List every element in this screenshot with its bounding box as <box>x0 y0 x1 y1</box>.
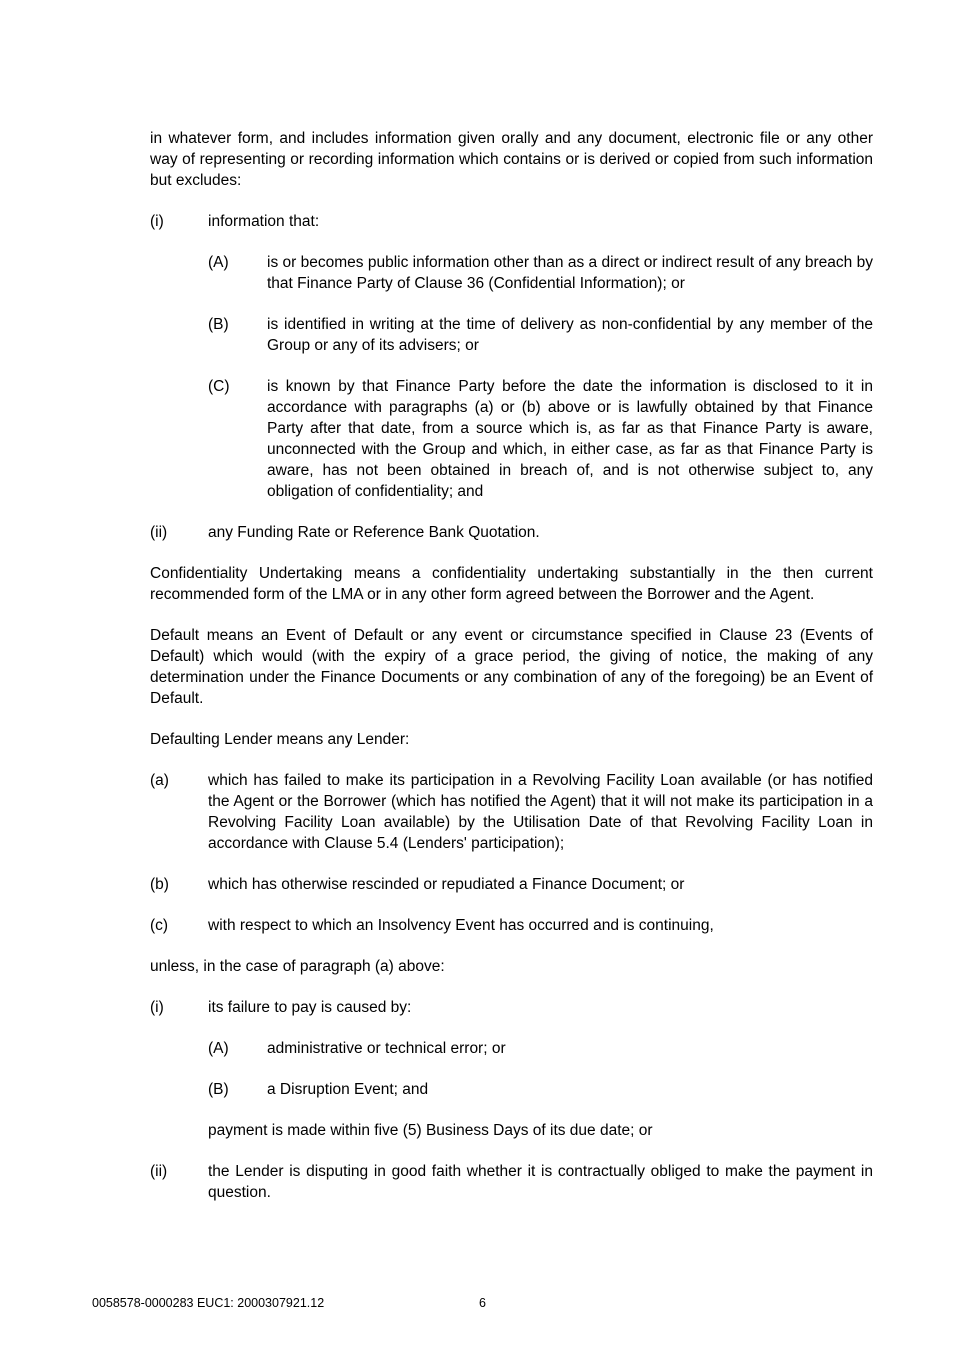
item-label: (c) <box>150 917 169 934</box>
item-label: (ii) <box>150 524 168 541</box>
footer-document-reference: 0058578-0000283 EUC1: 2000307921.12 <box>92 1296 325 1310</box>
item-label: (ii) <box>150 1163 168 1180</box>
item-text: any Funding Rate or Reference Bank Quotation. <box>208 524 540 541</box>
item-text: its failure to pay is caused by: <box>208 999 412 1016</box>
defaulting-lender-item-b <box>150 874 873 895</box>
item-text: with respect to which an Insolvency Event has occurred and is continuing, <box>208 917 714 934</box>
exclusion-subitem-B <box>150 314 873 356</box>
item-text: which has failed to make its participation in a Revolving Facility Loan available (or has notified the Agent or the Borrower (which has notified the Agent) that it will not make its participation in a Revolving Facility Loan available) by the Utilisation Date of that Revolving Facility Loan in accordance with Clause 5.4 (Lenders' participation); <box>208 772 873 852</box>
unless-continuation: payment is made within five (5) Business Days of its due date; or <box>208 1122 653 1139</box>
item-text: information that: <box>208 213 320 230</box>
default-definition: Default means an Event of Default or any event or circumstance specified in Clause 23 (Events of Default) which would (with the expiry of a grace period, the giving of notice, the making of any determination under the Finance Documents or any combination of any of the foregoing) be an Event of Default. <box>150 627 873 707</box>
unless-item-i <box>150 997 873 1018</box>
unless-subitem-A <box>150 1038 873 1059</box>
item-label: (C) <box>208 378 230 395</box>
item-label: (b) <box>150 876 169 893</box>
item-label: (i) <box>150 999 164 1016</box>
unless-paragraph: unless, in the case of paragraph (a) above: <box>150 958 445 975</box>
item-label: (B) <box>208 1081 229 1098</box>
footer-page-number: 6 <box>479 1296 486 1310</box>
document-body <box>150 128 873 1223</box>
item-text: which has otherwise rescinded or repudiated a Finance Document; or <box>208 876 685 893</box>
exclusion-subitem-A <box>150 252 873 294</box>
item-text: a Disruption Event; and <box>267 1081 429 1098</box>
item-label: (A) <box>208 1040 229 1057</box>
exclusion-item-ii <box>150 522 873 543</box>
item-text: the Lender is disputing in good faith whether it is contractually obliged to make the payment in question. <box>208 1163 873 1201</box>
exclusion-item-i <box>150 211 873 232</box>
exclusion-subitem-C <box>150 376 873 502</box>
item-label: (B) <box>208 316 229 333</box>
defaulting-lender-item-c <box>150 915 873 936</box>
item-label: (A) <box>208 254 229 271</box>
unless-subitem-B <box>150 1079 873 1100</box>
item-label: (a) <box>150 772 169 789</box>
defaulting-lender-item-a <box>150 770 873 854</box>
item-text: administrative or technical error; or <box>267 1040 506 1057</box>
item-text: is known by that Finance Party before the date the information is disclosed to it in accordance with paragraphs (a) or (b) above or is lawfully obtained by that Finance Party after that date, from a source which is, as far as that Finance Party is aware, unconnected with the Group and which, in either case, as far as that Finance Party is aware, has not been obtained in breach of, and is not otherwise subject to, any obligation of confidentiality; and <box>267 378 873 500</box>
confidentiality-undertaking-definition: Confidentiality Undertaking means a confidentiality undertaking substantially in the then current recommended form of the LMA or in any other form agreed between the Borrower and the Agent. <box>150 565 873 603</box>
unless-item-ii <box>150 1161 873 1203</box>
intro-paragraph: in whatever form, and includes information given orally and any document, electronic file or any other way of representing or recording information which contains or is derived or copied from such information but excludes: <box>150 130 873 189</box>
item-text: is identified in writing at the time of delivery as non-confidential by any member of the Group or any of its advisers; or <box>267 316 873 354</box>
defaulting-lender-definition: Defaulting Lender means any Lender: <box>150 731 410 748</box>
item-text: is or becomes public information other than as a direct or indirect result of any breach by that Finance Party of Clause 36 (Confidential Information); or <box>267 254 873 292</box>
item-label: (i) <box>150 213 164 230</box>
